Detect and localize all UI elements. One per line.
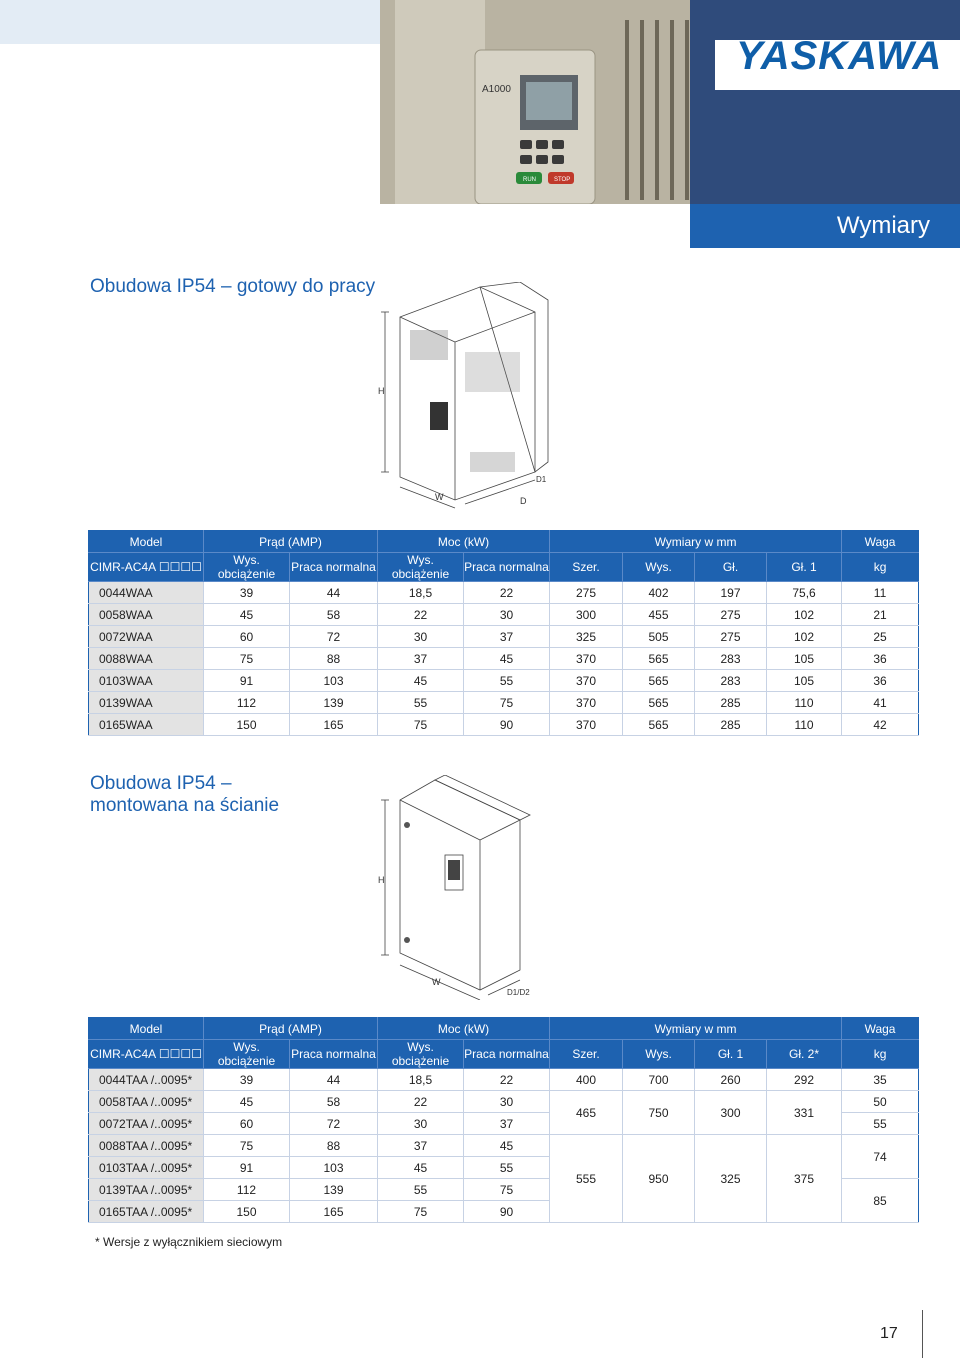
cell: 42 — [842, 714, 919, 736]
table-row — [89, 1135, 919, 1157]
cell: 88 — [290, 648, 378, 670]
cell: 37 — [378, 1135, 464, 1157]
cell: 150 — [204, 714, 290, 736]
table-wall-mounted — [88, 1017, 919, 1223]
cell: 402 — [623, 582, 695, 604]
cell: 103 — [290, 670, 378, 692]
cell: 11 — [842, 582, 919, 604]
cell: 75 — [464, 692, 550, 714]
cell: 110 — [767, 692, 842, 714]
cell: 112 — [204, 1179, 290, 1201]
page-number-divider — [922, 1310, 923, 1358]
table-header-row — [89, 1018, 919, 1040]
cell: 22 — [464, 582, 550, 604]
cell: 91 — [204, 1157, 290, 1179]
model-cell: 0044WAA — [89, 582, 204, 604]
cell: 139 — [290, 1179, 378, 1201]
subheader: kg — [842, 553, 919, 582]
subheader: Wys. — [623, 553, 695, 582]
cell: 37 — [464, 1113, 550, 1135]
header-weight: Waga — [842, 531, 919, 553]
header-power: Moc (kW) — [378, 531, 550, 553]
table-row — [89, 714, 919, 736]
model-cell: 0139TAA /..0095* — [89, 1179, 204, 1201]
subheader: Wys. obciążenie — [204, 553, 290, 582]
cell: 45 — [378, 1157, 464, 1179]
model-cell: 0139WAA — [89, 692, 204, 714]
cell: 55 — [378, 1179, 464, 1201]
cell: 370 — [550, 670, 623, 692]
stop-label: STOP — [554, 177, 571, 183]
cell: 90 — [464, 714, 550, 736]
model-cell: 0088TAA /..0095* — [89, 1135, 204, 1157]
cell: 112 — [204, 692, 290, 714]
drive-drawing-1 — [370, 282, 570, 512]
cell: 41 — [842, 692, 919, 714]
subheader: Praca normalna — [464, 553, 550, 582]
cell: 45 — [204, 1091, 290, 1113]
cell: 197 — [695, 582, 767, 604]
cell: 375 — [767, 1135, 842, 1223]
cell: 300 — [550, 604, 623, 626]
cell: 275 — [695, 604, 767, 626]
cell: 505 — [623, 626, 695, 648]
cell: 950 — [623, 1135, 695, 1223]
cell: 285 — [695, 692, 767, 714]
cell: 60 — [204, 626, 290, 648]
cell: 44 — [290, 582, 378, 604]
header-power: Moc (kW) — [378, 1018, 550, 1040]
header-blue-panel — [690, 0, 960, 204]
header-code: CIMR-AC4A ☐☐☐☐ — [89, 1040, 204, 1069]
section1-heading: Obudowa IP54 – gotowy do pracy — [90, 276, 376, 297]
cell: 565 — [623, 648, 695, 670]
subheader: Gł. 1 — [695, 1040, 767, 1069]
cell: 55 — [464, 1157, 550, 1179]
cell: 565 — [623, 692, 695, 714]
subheader: Gł. — [695, 553, 767, 582]
cell: 700 — [623, 1069, 695, 1091]
cell: 58 — [290, 604, 378, 626]
cell: 565 — [623, 670, 695, 692]
cell: 750 — [623, 1091, 695, 1135]
cell: 30 — [378, 626, 464, 648]
subheader: Wys. obciążenie — [378, 1040, 464, 1069]
cell: 275 — [550, 582, 623, 604]
cell: 565 — [623, 714, 695, 736]
section2-heading-line2: montowana na ścianie — [90, 795, 280, 816]
table-row — [89, 648, 919, 670]
cell: 36 — [842, 670, 919, 692]
model-cell: 0058TAA /..0095* — [89, 1091, 204, 1113]
cell: 75,6 — [767, 582, 842, 604]
dim-h-label: H — [378, 875, 385, 885]
subheader: Gł. 2* — [767, 1040, 842, 1069]
model-cell: 0072TAA /..0095* — [89, 1113, 204, 1135]
cell: 283 — [695, 648, 767, 670]
section-title: Wymiary — [836, 212, 930, 239]
cell: 105 — [767, 648, 842, 670]
cell: 30 — [464, 1091, 550, 1113]
table-subheader-row — [89, 553, 919, 582]
cell: 110 — [767, 714, 842, 736]
cell: 60 — [204, 1113, 290, 1135]
cell: 331 — [767, 1091, 842, 1135]
cell: 39 — [204, 1069, 290, 1091]
cell: 30 — [464, 604, 550, 626]
cell: 50 — [842, 1091, 919, 1113]
cell: 88 — [290, 1135, 378, 1157]
model-cell: 0103TAA /..0095* — [89, 1157, 204, 1179]
cell: 39 — [204, 582, 290, 604]
cell: 25 — [842, 626, 919, 648]
cell: 44 — [290, 1069, 378, 1091]
cell: 105 — [767, 670, 842, 692]
cell: 102 — [767, 604, 842, 626]
cell: 370 — [550, 648, 623, 670]
cell: 22 — [378, 1091, 464, 1113]
model-badge: A1000 — [482, 84, 511, 95]
cell: 45 — [378, 670, 464, 692]
dim-d-label: D1/D2 — [507, 988, 530, 997]
table-row — [89, 604, 919, 626]
subheader: Gł. 1 — [767, 553, 842, 582]
cell: 55 — [464, 670, 550, 692]
model-cell: 0044TAA /..0095* — [89, 1069, 204, 1091]
cell: 75 — [204, 648, 290, 670]
header-current: Prąd (AMP) — [204, 531, 378, 553]
cell: 370 — [550, 714, 623, 736]
dim-w-label: W — [435, 492, 444, 502]
table-row — [89, 582, 919, 604]
cell: 165 — [290, 714, 378, 736]
cell: 72 — [290, 626, 378, 648]
cell: 75 — [378, 714, 464, 736]
cell: 21 — [842, 604, 919, 626]
cell: 260 — [695, 1069, 767, 1091]
cell: 30 — [378, 1113, 464, 1135]
subheader: Szer. — [550, 1040, 623, 1069]
cell: 75 — [464, 1179, 550, 1201]
cell: 18,5 — [378, 582, 464, 604]
table-row — [89, 670, 919, 692]
cell: 165 — [290, 1201, 378, 1223]
subheader: Wys. obciążenie — [378, 553, 464, 582]
cell: 72 — [290, 1113, 378, 1135]
model-cell: 0165TAA /..0095* — [89, 1201, 204, 1223]
table-row — [89, 1069, 919, 1091]
dim-h-label: H — [378, 386, 385, 396]
header-code: CIMR-AC4A ☐☐☐☐ — [89, 553, 204, 582]
cell: 74 — [842, 1135, 919, 1179]
cell: 22 — [378, 604, 464, 626]
model-cell: 0088WAA — [89, 648, 204, 670]
drive-drawing-2 — [370, 775, 560, 1000]
cell: 139 — [290, 692, 378, 714]
cell: 45 — [464, 648, 550, 670]
subheader: Praca normalna — [290, 1040, 378, 1069]
cell: 35 — [842, 1069, 919, 1091]
dim-w-label: W — [432, 977, 441, 987]
cell: 36 — [842, 648, 919, 670]
cell: 555 — [550, 1135, 623, 1223]
cell: 90 — [464, 1201, 550, 1223]
cell: 55 — [378, 692, 464, 714]
cell: 18,5 — [378, 1069, 464, 1091]
cell: 283 — [695, 670, 767, 692]
cell: 292 — [767, 1069, 842, 1091]
table-subheader-row — [89, 1040, 919, 1069]
header-dimensions: Wymiary w mm — [550, 531, 842, 553]
run-label: RUN — [523, 177, 536, 183]
cell: 275 — [695, 626, 767, 648]
brand-logo: YASKAWA — [736, 34, 943, 78]
subheader: Wys. obciążenie — [204, 1040, 290, 1069]
cell: 45 — [464, 1135, 550, 1157]
model-cell: 0165WAA — [89, 714, 204, 736]
cell: 22 — [464, 1069, 550, 1091]
subheader: kg — [842, 1040, 919, 1069]
section2-heading-line1: Obudowa IP54 – — [90, 773, 232, 794]
model-cell: 0058WAA — [89, 604, 204, 626]
cell: 285 — [695, 714, 767, 736]
cell: 58 — [290, 1091, 378, 1113]
dim-d-label: D — [520, 496, 527, 506]
header-model: Model — [89, 1018, 204, 1040]
cell: 150 — [204, 1201, 290, 1223]
cell: 37 — [464, 626, 550, 648]
cell: 55 — [842, 1113, 919, 1135]
subheader: Praca normalna — [464, 1040, 550, 1069]
cell: 85 — [842, 1179, 919, 1223]
header-current: Prąd (AMP) — [204, 1018, 378, 1040]
cell: 455 — [623, 604, 695, 626]
cell: 400 — [550, 1069, 623, 1091]
cell: 325 — [695, 1135, 767, 1223]
cell: 45 — [204, 604, 290, 626]
model-cell: 0103WAA — [89, 670, 204, 692]
table-row — [89, 692, 919, 714]
dim-d1-label: D1 — [536, 475, 547, 484]
table-row — [89, 1091, 919, 1113]
table-header-row — [89, 531, 919, 553]
cell: 370 — [550, 692, 623, 714]
footnote: * Wersje z wyłącznikiem sieciowym — [95, 1235, 283, 1249]
table-row — [89, 626, 919, 648]
header-dimensions: Wymiary w mm — [550, 1018, 842, 1040]
header-model: Model — [89, 531, 204, 553]
cell: 103 — [290, 1157, 378, 1179]
subheader: Praca normalna — [290, 553, 378, 582]
header-weight: Waga — [842, 1018, 919, 1040]
cell: 102 — [767, 626, 842, 648]
cell: 75 — [204, 1135, 290, 1157]
model-cell: 0072WAA — [89, 626, 204, 648]
subheader: Wys. — [623, 1040, 695, 1069]
cell: 91 — [204, 670, 290, 692]
page-number: 17 — [880, 1325, 898, 1342]
table-ready-to-run — [88, 530, 919, 736]
cell: 465 — [550, 1091, 623, 1135]
product-photo — [380, 0, 715, 204]
cell: 37 — [378, 648, 464, 670]
cell: 75 — [378, 1201, 464, 1223]
cell: 325 — [550, 626, 623, 648]
cell: 300 — [695, 1091, 767, 1135]
subheader: Szer. — [550, 553, 623, 582]
